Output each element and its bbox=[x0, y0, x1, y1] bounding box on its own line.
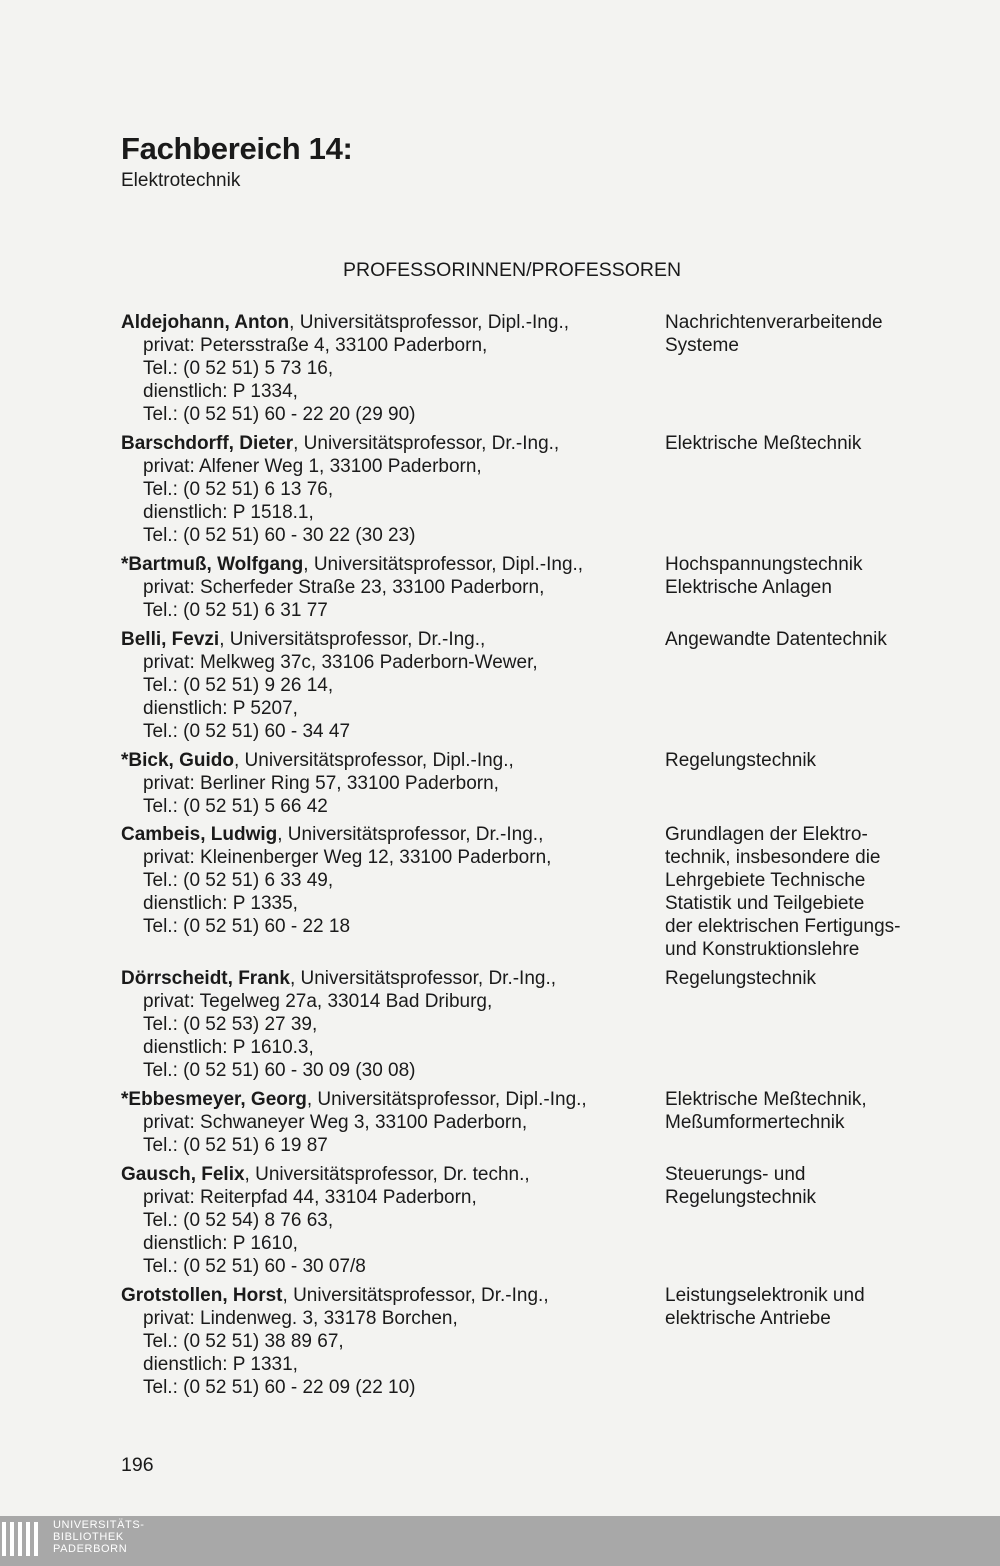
page-title: Fachbereich 14: bbox=[121, 131, 353, 166]
professor-name: *Bartmuß, Wolfgang bbox=[121, 554, 304, 575]
field-line: Systeme bbox=[665, 335, 739, 356]
contact-line: Tel.: (0 52 51) 38 89 67, bbox=[143, 1331, 344, 1352]
logo-line: UNIVERSITÄTS- bbox=[53, 1519, 145, 1531]
contact-line: Tel.: (0 52 51) 60 - 22 20 (29 90) bbox=[143, 404, 416, 425]
contact-line: Tel.: (0 52 51) 60 - 22 18 bbox=[143, 916, 351, 937]
professor-name: Grotstollen, Horst bbox=[121, 1285, 283, 1306]
entry-field bbox=[665, 1284, 985, 1330]
field-line: Elektrische Anlagen bbox=[665, 577, 832, 598]
entry-contact bbox=[121, 823, 661, 938]
professor-title: , Universitätsprofessor, Dr.-Ing., bbox=[293, 433, 560, 454]
professor-name: Aldejohann, Anton bbox=[121, 312, 290, 333]
entry-contact bbox=[121, 432, 661, 547]
professor-title: , Universitätsprofessor, Dr. techn., bbox=[244, 1164, 530, 1185]
entry-field bbox=[665, 823, 985, 961]
contact-line: privat: Tegelweg 27a, 33014 Bad Driburg, bbox=[143, 991, 493, 1012]
field-line: Statistik und Teilgebiete bbox=[665, 893, 865, 914]
field-line: und Konstruktionslehre bbox=[665, 939, 860, 960]
field-line: Lehrgebiete Technische bbox=[665, 870, 866, 891]
professor-name: *Bick, Guido bbox=[121, 750, 234, 771]
entry-first-line bbox=[121, 432, 661, 455]
entry-contact bbox=[121, 628, 661, 743]
contact-line: Tel.: (0 52 51) 60 - 34 47 bbox=[143, 721, 351, 742]
field-line: Angewandte Datentechnik bbox=[665, 629, 887, 650]
field-line: Nachrichtenverarbeitende bbox=[665, 312, 883, 333]
contact-line: Tel.: (0 52 51) 6 19 87 bbox=[143, 1135, 328, 1156]
field-line: Elektrische Meßtechnik bbox=[665, 433, 862, 454]
entry-contact bbox=[121, 1088, 661, 1157]
field-line: Hochspannungstechnik bbox=[665, 554, 863, 575]
entry-contact bbox=[121, 553, 661, 622]
entry-first-line bbox=[121, 749, 661, 772]
contact-line: Tel.: (0 52 51) 5 73 16, bbox=[143, 358, 334, 379]
professor-title: , Universitätsprofessor, Dipl.-Ing., bbox=[289, 312, 569, 333]
contact-line: dienstlich: P 1610.3, bbox=[143, 1037, 314, 1058]
entry-field bbox=[665, 553, 985, 599]
entry-field bbox=[665, 749, 985, 772]
contact-line: dienstlich: P 1331, bbox=[143, 1354, 298, 1375]
entry-field bbox=[665, 1088, 985, 1134]
field-line: Regelungstechnik bbox=[665, 750, 817, 771]
entry-first-line bbox=[121, 1163, 661, 1186]
entry-contact bbox=[121, 1284, 661, 1399]
field-line: Meßumformertechnik bbox=[665, 1112, 845, 1133]
contact-line: Tel.: (0 52 51) 5 66 42 bbox=[143, 796, 328, 817]
contact-line: privat: Reiterpfad 44, 33104 Paderborn, bbox=[143, 1187, 477, 1208]
contact-line: Tel.: (0 52 51) 6 33 49, bbox=[143, 870, 334, 891]
professor-title: , Universitätsprofessor, Dipl.-Ing., bbox=[233, 750, 514, 771]
entry-first-line bbox=[121, 311, 661, 334]
entry-field bbox=[665, 311, 985, 357]
contact-line: dienstlich: P 1335, bbox=[143, 893, 298, 914]
contact-line: privat: Melkweg 37c, 33106 Paderborn-Wewer, bbox=[143, 652, 538, 673]
field-line: technik, insbesondere die bbox=[665, 847, 881, 868]
library-logo-text bbox=[53, 1519, 145, 1555]
field-line: Regelungstechnik bbox=[665, 1187, 817, 1208]
professor-name: Barschdorff, Dieter bbox=[121, 433, 294, 454]
entry-first-line bbox=[121, 967, 661, 990]
professor-name: Cambeis, Ludwig bbox=[121, 824, 278, 845]
field-line: Regelungstechnik bbox=[665, 968, 817, 989]
contact-line: privat: Alfener Weg 1, 33100 Paderborn, bbox=[143, 456, 482, 477]
entry-first-line bbox=[121, 1088, 661, 1111]
professor-title: , Universitätsprofessor, Dr.-Ing., bbox=[219, 629, 486, 650]
logo-line: PADERBORN bbox=[53, 1543, 128, 1555]
entry-first-line bbox=[121, 628, 661, 651]
professor-name: *Ebbesmeyer, Georg bbox=[121, 1089, 307, 1110]
page-subtitle: Elektrotechnik bbox=[121, 170, 241, 191]
entry-contact bbox=[121, 1163, 661, 1278]
entry-first-line bbox=[121, 1284, 661, 1307]
library-footer-bar bbox=[0, 1516, 1000, 1566]
field-line: Elektrische Meßtechnik, bbox=[665, 1089, 867, 1110]
page-number: 196 bbox=[121, 1454, 154, 1476]
entry-contact bbox=[121, 311, 661, 426]
entry-contact bbox=[121, 967, 661, 1082]
entry-field bbox=[665, 628, 985, 651]
contact-line: dienstlich: P 1518.1, bbox=[143, 502, 314, 523]
entry-field bbox=[665, 432, 985, 455]
contact-line: dienstlich: P 1334, bbox=[143, 381, 298, 402]
professor-name: Belli, Fevzi bbox=[121, 629, 220, 650]
section-heading: PROFESSORINNEN/PROFESSOREN bbox=[343, 259, 682, 281]
professor-title: , Universitätsprofessor, Dr.-Ing., bbox=[277, 824, 544, 845]
entry-field bbox=[665, 1163, 985, 1209]
professor-title: , Universitätsprofessor, Dr.-Ing., bbox=[282, 1285, 549, 1306]
professor-title: , Universitätsprofessor, Dipl.-Ing., bbox=[306, 1089, 587, 1110]
contact-line: dienstlich: P 1610, bbox=[143, 1233, 298, 1254]
contact-line: Tel.: (0 52 51) 60 - 30 09 (30 08) bbox=[143, 1060, 416, 1081]
contact-line: Tel.: (0 52 51) 60 - 30 07/8 bbox=[143, 1256, 366, 1277]
field-line: elektrische Antriebe bbox=[665, 1308, 831, 1329]
contact-line: privat: Schwaneyer Weg 3, 33100 Paderborn, bbox=[143, 1112, 528, 1133]
contact-line: Tel.: (0 52 54) 8 76 63, bbox=[143, 1210, 334, 1231]
entry-first-line bbox=[121, 823, 661, 846]
contact-line: privat: Petersstraße 4, 33100 Paderborn, bbox=[143, 335, 488, 356]
entry-first-line bbox=[121, 553, 661, 576]
professor-name: Gausch, Felix bbox=[121, 1164, 245, 1185]
logo-line: BIBLIOTHEK bbox=[53, 1531, 124, 1543]
professor-title: , Universitätsprofessor, Dr.-Ing., bbox=[289, 968, 557, 989]
contact-line: privat: Berliner Ring 57, 33100 Paderborn, bbox=[143, 773, 499, 794]
contact-line: Tel.: (0 52 51) 60 - 30 22 (30 23) bbox=[143, 525, 416, 546]
field-line: der elektrischen Fertigungs- bbox=[665, 916, 901, 937]
contact-line: Tel.: (0 52 53) 27 39, bbox=[143, 1014, 318, 1035]
contact-line: privat: Lindenweg. 3, 33178 Borchen, bbox=[143, 1308, 458, 1329]
contact-line: privat: Kleinenberger Weg 12, 33100 Paderborn, bbox=[143, 847, 552, 868]
professor-title: , Universitätsprofessor, Dipl.-Ing., bbox=[303, 554, 584, 575]
library-logo-icon bbox=[2, 1522, 42, 1560]
entry-contact bbox=[121, 749, 661, 818]
contact-line: Tel.: (0 52 51) 9 26 14, bbox=[143, 675, 334, 696]
contact-line: Tel.: (0 52 51) 60 - 22 09 (22 10) bbox=[143, 1377, 416, 1398]
contact-line: Tel.: (0 52 51) 6 13 76, bbox=[143, 479, 334, 500]
field-line: Grundlagen der Elektro- bbox=[665, 824, 868, 845]
entry-field bbox=[665, 967, 985, 990]
professor-name: Dörrscheidt, Frank bbox=[121, 968, 290, 989]
contact-line: privat: Scherfeder Straße 23, 33100 Paderborn, bbox=[143, 577, 545, 598]
field-line: Steuerungs- und bbox=[665, 1164, 806, 1185]
contact-line: dienstlich: P 5207, bbox=[143, 698, 298, 719]
contact-line: Tel.: (0 52 51) 6 31 77 bbox=[143, 600, 328, 621]
field-line: Leistungselektronik und bbox=[665, 1285, 865, 1306]
